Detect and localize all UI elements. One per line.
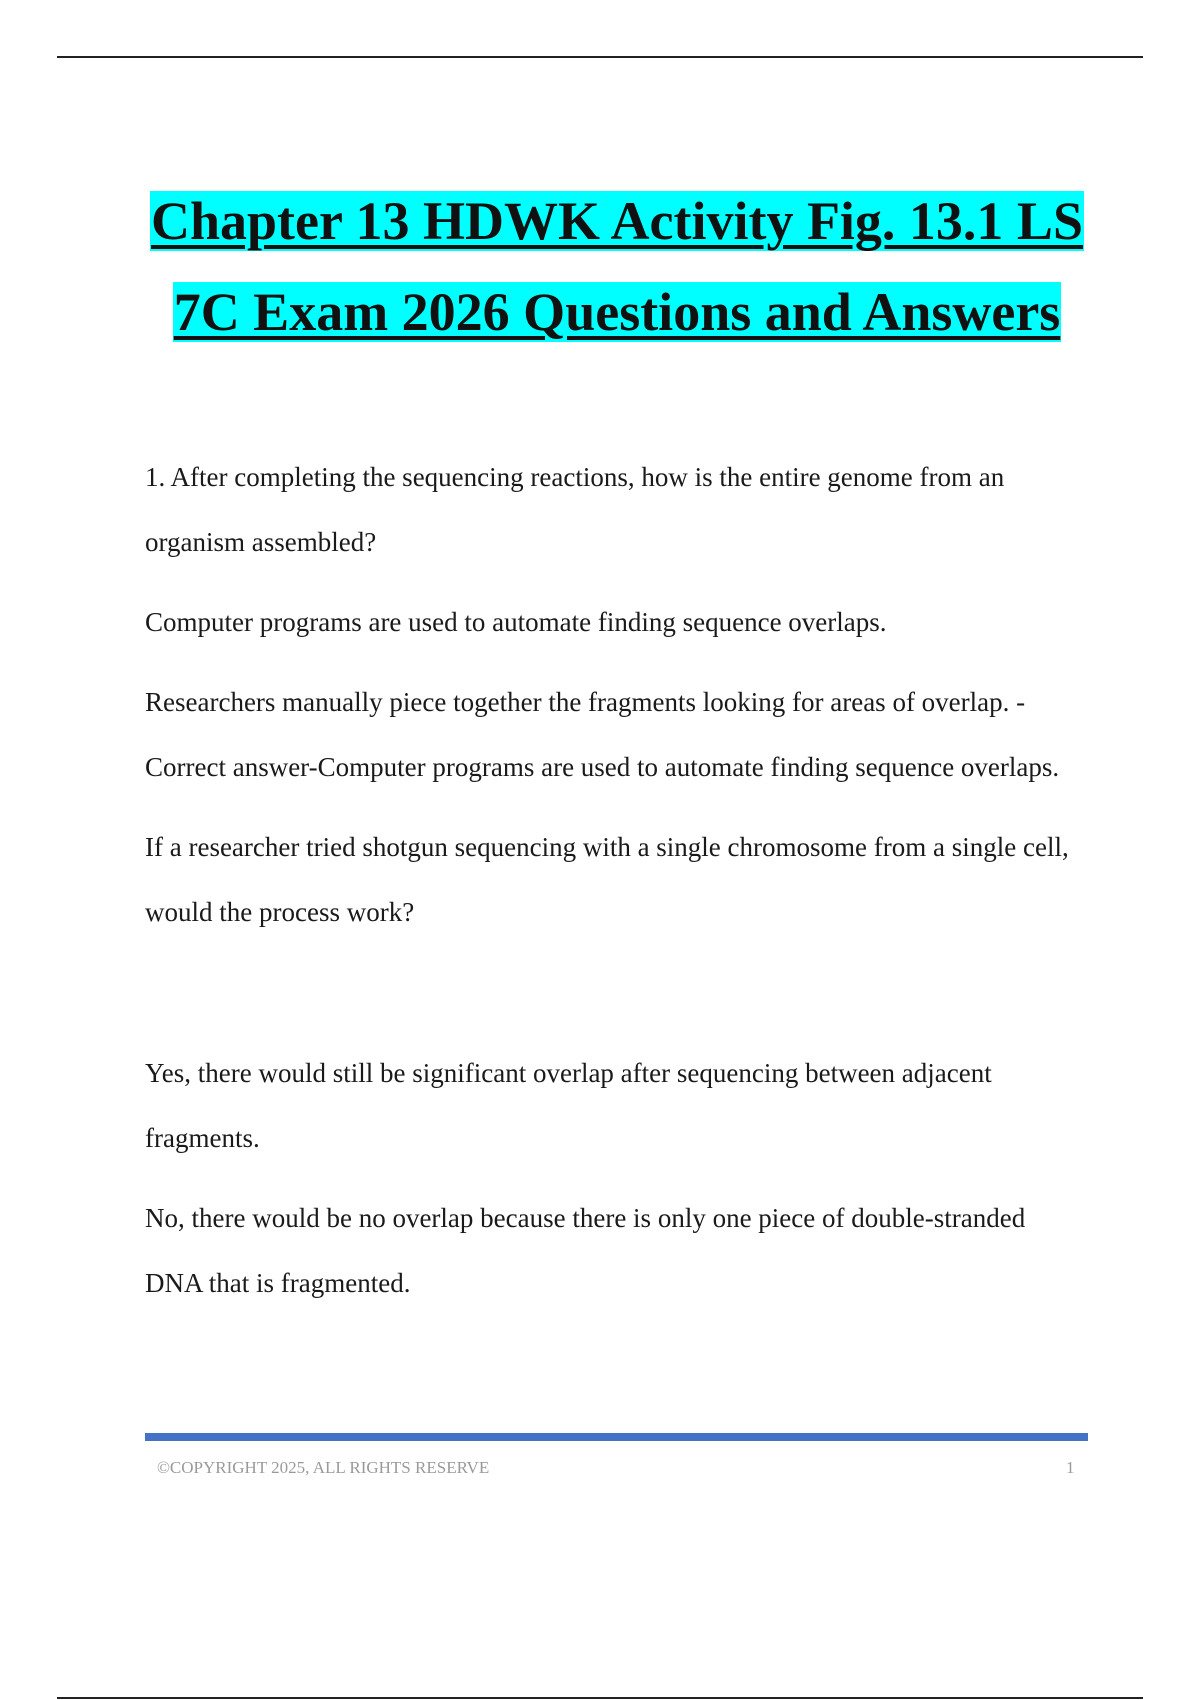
answer-option-yes: Yes, there would still be significant overlap after sequencing between adjacent fragments. [145,1058,992,1153]
title-line-1: Chapter 13 HDWK Activity Fig. 13.1 LS [150,191,1083,251]
footer-divider [145,1433,1088,1441]
answer-option-1: Computer programs are used to automate finding sequence overlaps. [145,607,887,637]
question-1: 1. After completing the sequencing reactions, how is the entire genome from an organism assembled? [145,462,1005,557]
answer-option-no: No, there would be no overlap because there is only one piece of double-stranded DNA that is fragmented. [145,1203,1026,1298]
document-body [145,445,1080,1331]
question-2: If a researcher tried shotgun sequencing with a single chromosome from a single cell, would the process work? [145,832,1069,927]
page-number: 1 [1066,1458,1075,1477]
page-bottom-rule [57,1697,1143,1699]
document-title [140,176,1094,358]
copyright-notice: ©COPYRIGHT 2025, ALL RIGHTS RESERVE [157,1458,490,1477]
answer-option-2-with-correct-answer: Researchers manually piece together the fragments looking for areas of overlap. - Correct answer-Computer programs are used to automate finding sequence overlaps. [145,687,1060,782]
page-top-rule [57,56,1143,58]
title-line-2: 7C Exam 2026 Questions and Answers [173,282,1061,342]
